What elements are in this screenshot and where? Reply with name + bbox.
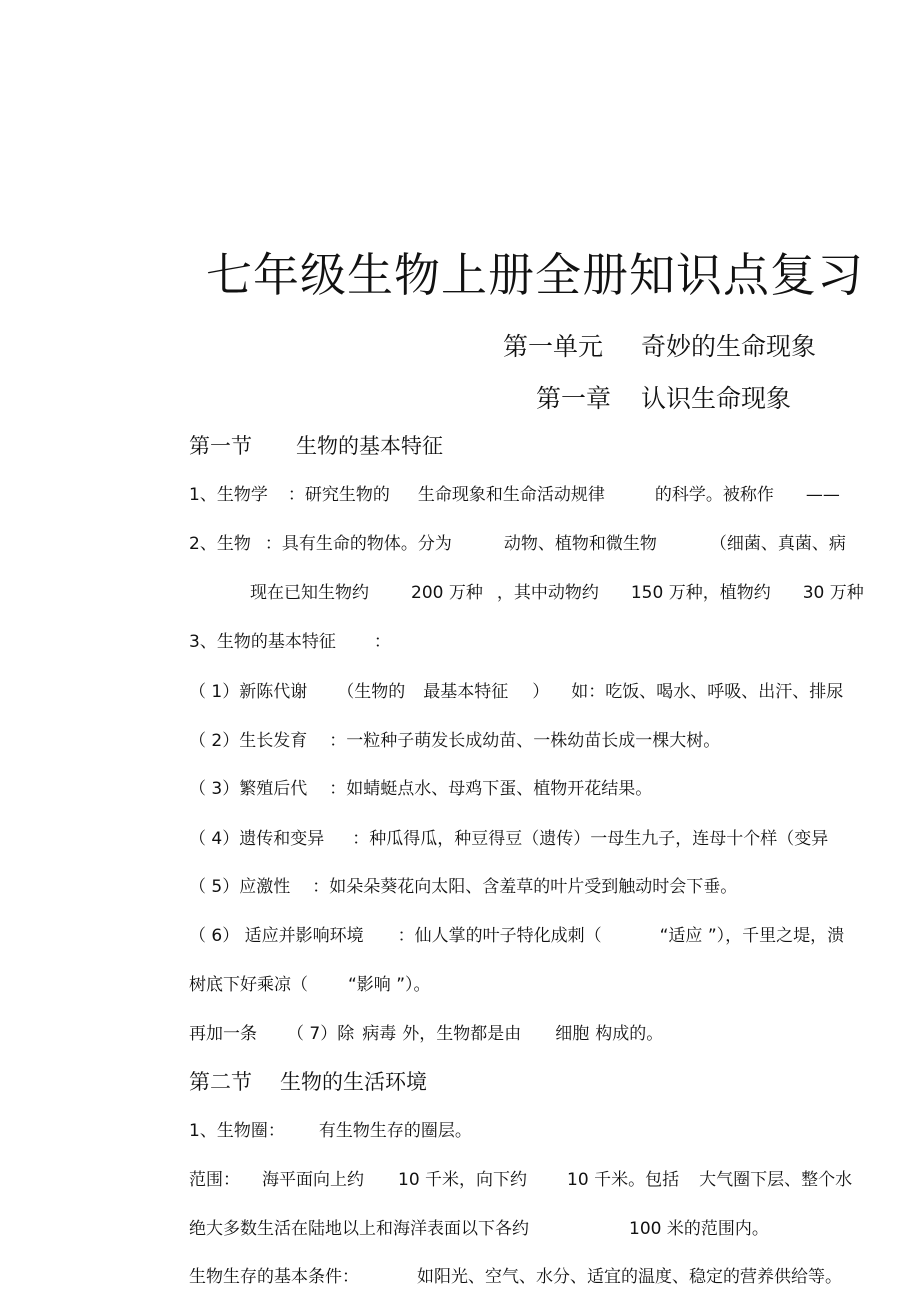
text: 3、生物的基本特征 [189,632,336,652]
section2-name: 生物的生活环境 [280,1070,427,1094]
text: —— [805,485,840,505]
section1-label: 第一节 [189,434,252,458]
text: 100 米的范围内。 [629,1219,769,1239]
text: ） [532,682,550,702]
text: ，其中动物约 [496,583,599,603]
feature-6-continued [189,974,431,996]
chapter-label: 第一章 [536,384,612,413]
text: 海平面向上约 [262,1170,364,1190]
text: 有生物生存的圈层。 [318,1121,472,1141]
text: ：如蜻蜓点水、母鸡下蛋、植物开花结果。 [329,779,653,799]
text: 的科学。被称作 [654,485,774,505]
feature-3 [189,778,652,800]
feature-6 [189,925,844,947]
text: （ 2）生长发育 [189,731,308,751]
text: （细菌、真菌、病 [709,534,846,554]
text: 150 万种，植物约 [630,583,771,603]
text: 生物生存的基本条件： [189,1267,359,1287]
feature-4 [189,828,828,850]
text: 树底下好乘凉（ [189,975,308,995]
text: （ 3）繁殖后代 [189,779,308,799]
unit-label: 第一单元 [503,332,604,361]
text: 生命现象和生命活动规律 [417,485,605,505]
text: 最基本特征 [423,682,509,702]
text: 如阳光、空气、水分、适宜的温度、稳定的营养供给等。 [417,1267,842,1287]
text: ：如朵朵葵花向太阳、含羞草的叶片受到触动时会下垂。 [312,877,738,897]
text: 30 万种 [802,583,864,603]
text: 病毒 [362,1024,397,1044]
s1-paragraph-2 [189,533,846,555]
text: 大气圈下层、整个水 [699,1170,853,1190]
feature-2 [189,730,720,752]
text: ： [373,632,391,652]
text: （ 7）除 [287,1024,355,1044]
text: “适应 ”），千里之堤，溃 [659,926,845,946]
s1-paragraph-3 [250,582,864,604]
text: ：一粒种子萌发长成幼苗、一株幼苗长成一棵大树。 [329,731,721,751]
text: 再加一条 [189,1024,257,1044]
page-title [206,247,864,303]
text: 范围： [189,1170,240,1190]
text: ：研究生物的 [287,485,390,505]
section1-name: 生物的基本特征 [296,434,443,458]
chapter-heading [536,383,791,415]
text: 10 千米。包括 [567,1170,680,1190]
chapter-name: 认识生命现象 [641,384,792,413]
feature-7 [189,1023,663,1045]
feature-1 [189,681,843,703]
text: （生物的 [337,682,406,702]
section2-label: 第二节 [189,1070,252,1094]
unit-heading [503,331,816,363]
feature-5 [189,876,737,898]
s2-paragraph-3 [189,1218,769,1240]
section1-heading [189,432,443,460]
text: 外，生物都是由 [402,1024,522,1044]
term: 1、生物学 [189,485,268,505]
text: 动物、植物和微生物 [503,534,657,554]
s1-paragraph-1 [189,484,840,506]
text: 细胞 [555,1024,590,1044]
text: 10 千米，向下约 [398,1170,528,1190]
text: 如：吃饭、喝水、呼吸、出汗、排尿 [571,682,844,702]
text: （ 1）新陈代谢 [189,682,308,702]
text: “影响 ”）。 [348,975,431,995]
text: ：仙人掌的叶子特化成刺（ [397,926,602,946]
text: ：具有生命的物体。分为 [264,534,452,554]
text: （ 6） 适应并影响环境 [189,926,364,946]
s2-paragraph-4 [189,1266,842,1288]
text: 现在已知生物约 [250,583,369,603]
section2-heading [189,1068,427,1096]
s2-paragraph-2 [189,1169,852,1191]
text: 绝大多数生活在陆地以上和海洋表面以下各约 [189,1219,529,1239]
text: 200 万种 [411,583,483,603]
title-text: 七年级生物上册全册知识点复习 [206,248,864,302]
s1-paragraph-4 [189,631,391,653]
term: 1、生物圈： [189,1121,285,1141]
text: （ 4）遗传和变异 [189,829,325,849]
text: ：种瓜得瓜，种豆得豆（遗传）一母生九子，连母十个样（变异 [352,829,829,849]
term: 2、生物 [189,534,251,554]
unit-name: 奇妙的生命现象 [641,332,817,361]
text: （ 5）应激性 [189,877,291,897]
s2-paragraph-1 [189,1120,472,1142]
text: 构成的。 [595,1024,664,1044]
